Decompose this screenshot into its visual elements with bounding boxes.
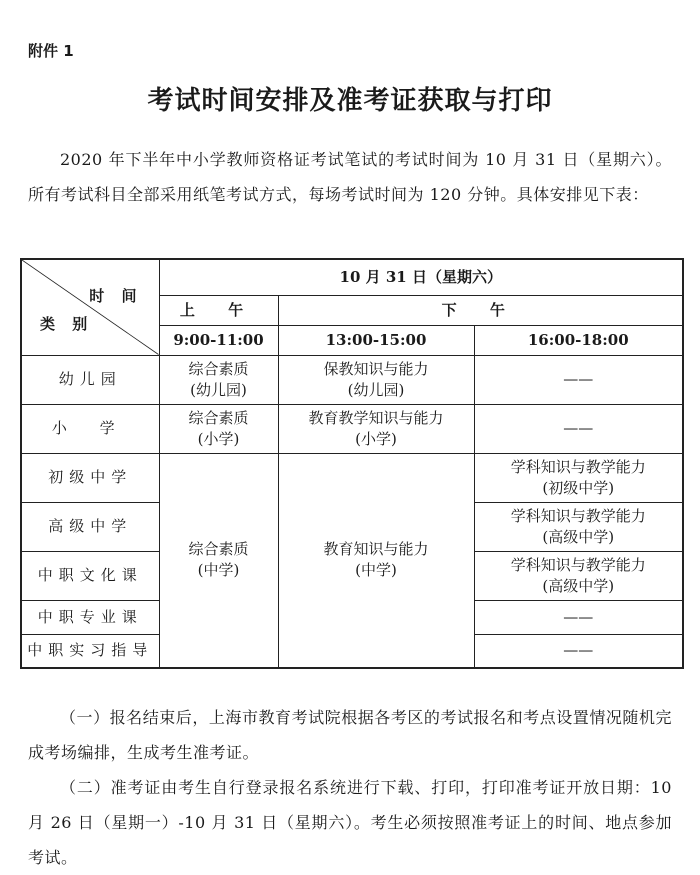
subject-level: (小学): [355, 429, 397, 448]
table-row: [21, 404, 683, 453]
subject-level: (高级中学): [542, 527, 615, 546]
exam-schedule-table: [20, 258, 684, 669]
subject-cell: [474, 551, 683, 600]
empty-dash-cell: ——: [474, 634, 683, 668]
subject-name: 保教知识与能力: [323, 359, 429, 378]
subject-level: (幼儿园): [347, 380, 405, 399]
empty-dash-cell: ——: [474, 355, 683, 404]
category-cell: 中职实习指导: [21, 634, 159, 668]
subject-cell: [474, 502, 683, 551]
subject-cell: [278, 355, 474, 404]
subject-name: 学科知识与教学能力: [510, 555, 646, 574]
morning-header: 上 午: [159, 295, 278, 325]
subject-level: (幼儿园): [190, 380, 247, 399]
attachment-label: 附件 1: [28, 42, 74, 60]
subject-cell-merged: [159, 453, 278, 668]
subject-cell: [159, 355, 278, 404]
category-cell: 高级中学: [21, 502, 159, 551]
table-row: [21, 355, 683, 404]
subject-cell: [159, 404, 278, 453]
empty-dash-cell: ——: [474, 404, 683, 453]
slot-header: 9:00-11:00: [159, 325, 278, 355]
subject-name: 综合素质: [188, 408, 249, 427]
subject-level: (中学): [355, 561, 397, 580]
category-cell: 中职文化课: [21, 551, 159, 600]
subject-level: (小学): [197, 429, 240, 448]
note-paragraph: （二）准考证由考生自行登录报名系统进行下载、打印，打印准考证开放日期：10 月 26 日（星期一）-10 月 31 日（星期六）。考生必须按照准考证上的时间、地点参加考试。: [28, 778, 672, 867]
subject-cell-merged: [278, 453, 474, 668]
subject-name: 学科知识与教学能力: [510, 506, 646, 525]
subject-level: (初级中学): [542, 478, 615, 497]
subject-level: (中学): [197, 561, 240, 580]
subject-level: (高级中学): [542, 576, 615, 595]
category-cell: 初级中学: [21, 453, 159, 502]
date-header: 10 月 31 日（星期六）: [159, 259, 683, 295]
table-corner-header: [21, 259, 159, 355]
category-cell: 小 学: [21, 404, 159, 453]
page-title: 考试时间安排及准考证获取与打印: [147, 86, 553, 116]
subject-name: 学科知识与教学能力: [510, 457, 646, 476]
slot-header: 13:00-15:00: [278, 325, 474, 355]
subject-name: 综合素质: [188, 359, 249, 378]
intro-paragraph: 2020 年下半年中小学教师资格证考试笔试的考试时间为 10 月 31 日（星期六）。所有考试科目全部采用纸笔考试方式，每场考试时间为 120 分钟。具体安排见下表：: [28, 150, 672, 204]
subject-name: 教育教学知识与能力: [308, 408, 444, 427]
afternoon-header: 下 午: [278, 295, 683, 325]
subject-name: 教育知识与能力: [323, 540, 429, 559]
corner-category-label: 类 别: [40, 314, 94, 333]
subject-cell: [278, 404, 474, 453]
corner-diagonal-line: [22, 260, 159, 355]
subject-name: 综合素质: [188, 540, 249, 559]
table-row: [21, 453, 683, 502]
category-cell: 中职专业课: [21, 600, 159, 634]
slot-header: 16:00-18:00: [474, 325, 683, 355]
category-cell: 幼儿园: [21, 355, 159, 404]
subject-cell: [474, 453, 683, 502]
empty-dash-cell: ——: [474, 600, 683, 634]
note-paragraph: （一）报名结束后，上海市教育考试院根据各考区的考试报名和考点设置情况随机完成考场编排，生成考生准考证。: [28, 708, 672, 762]
corner-time-label: 时 间: [89, 287, 143, 305]
